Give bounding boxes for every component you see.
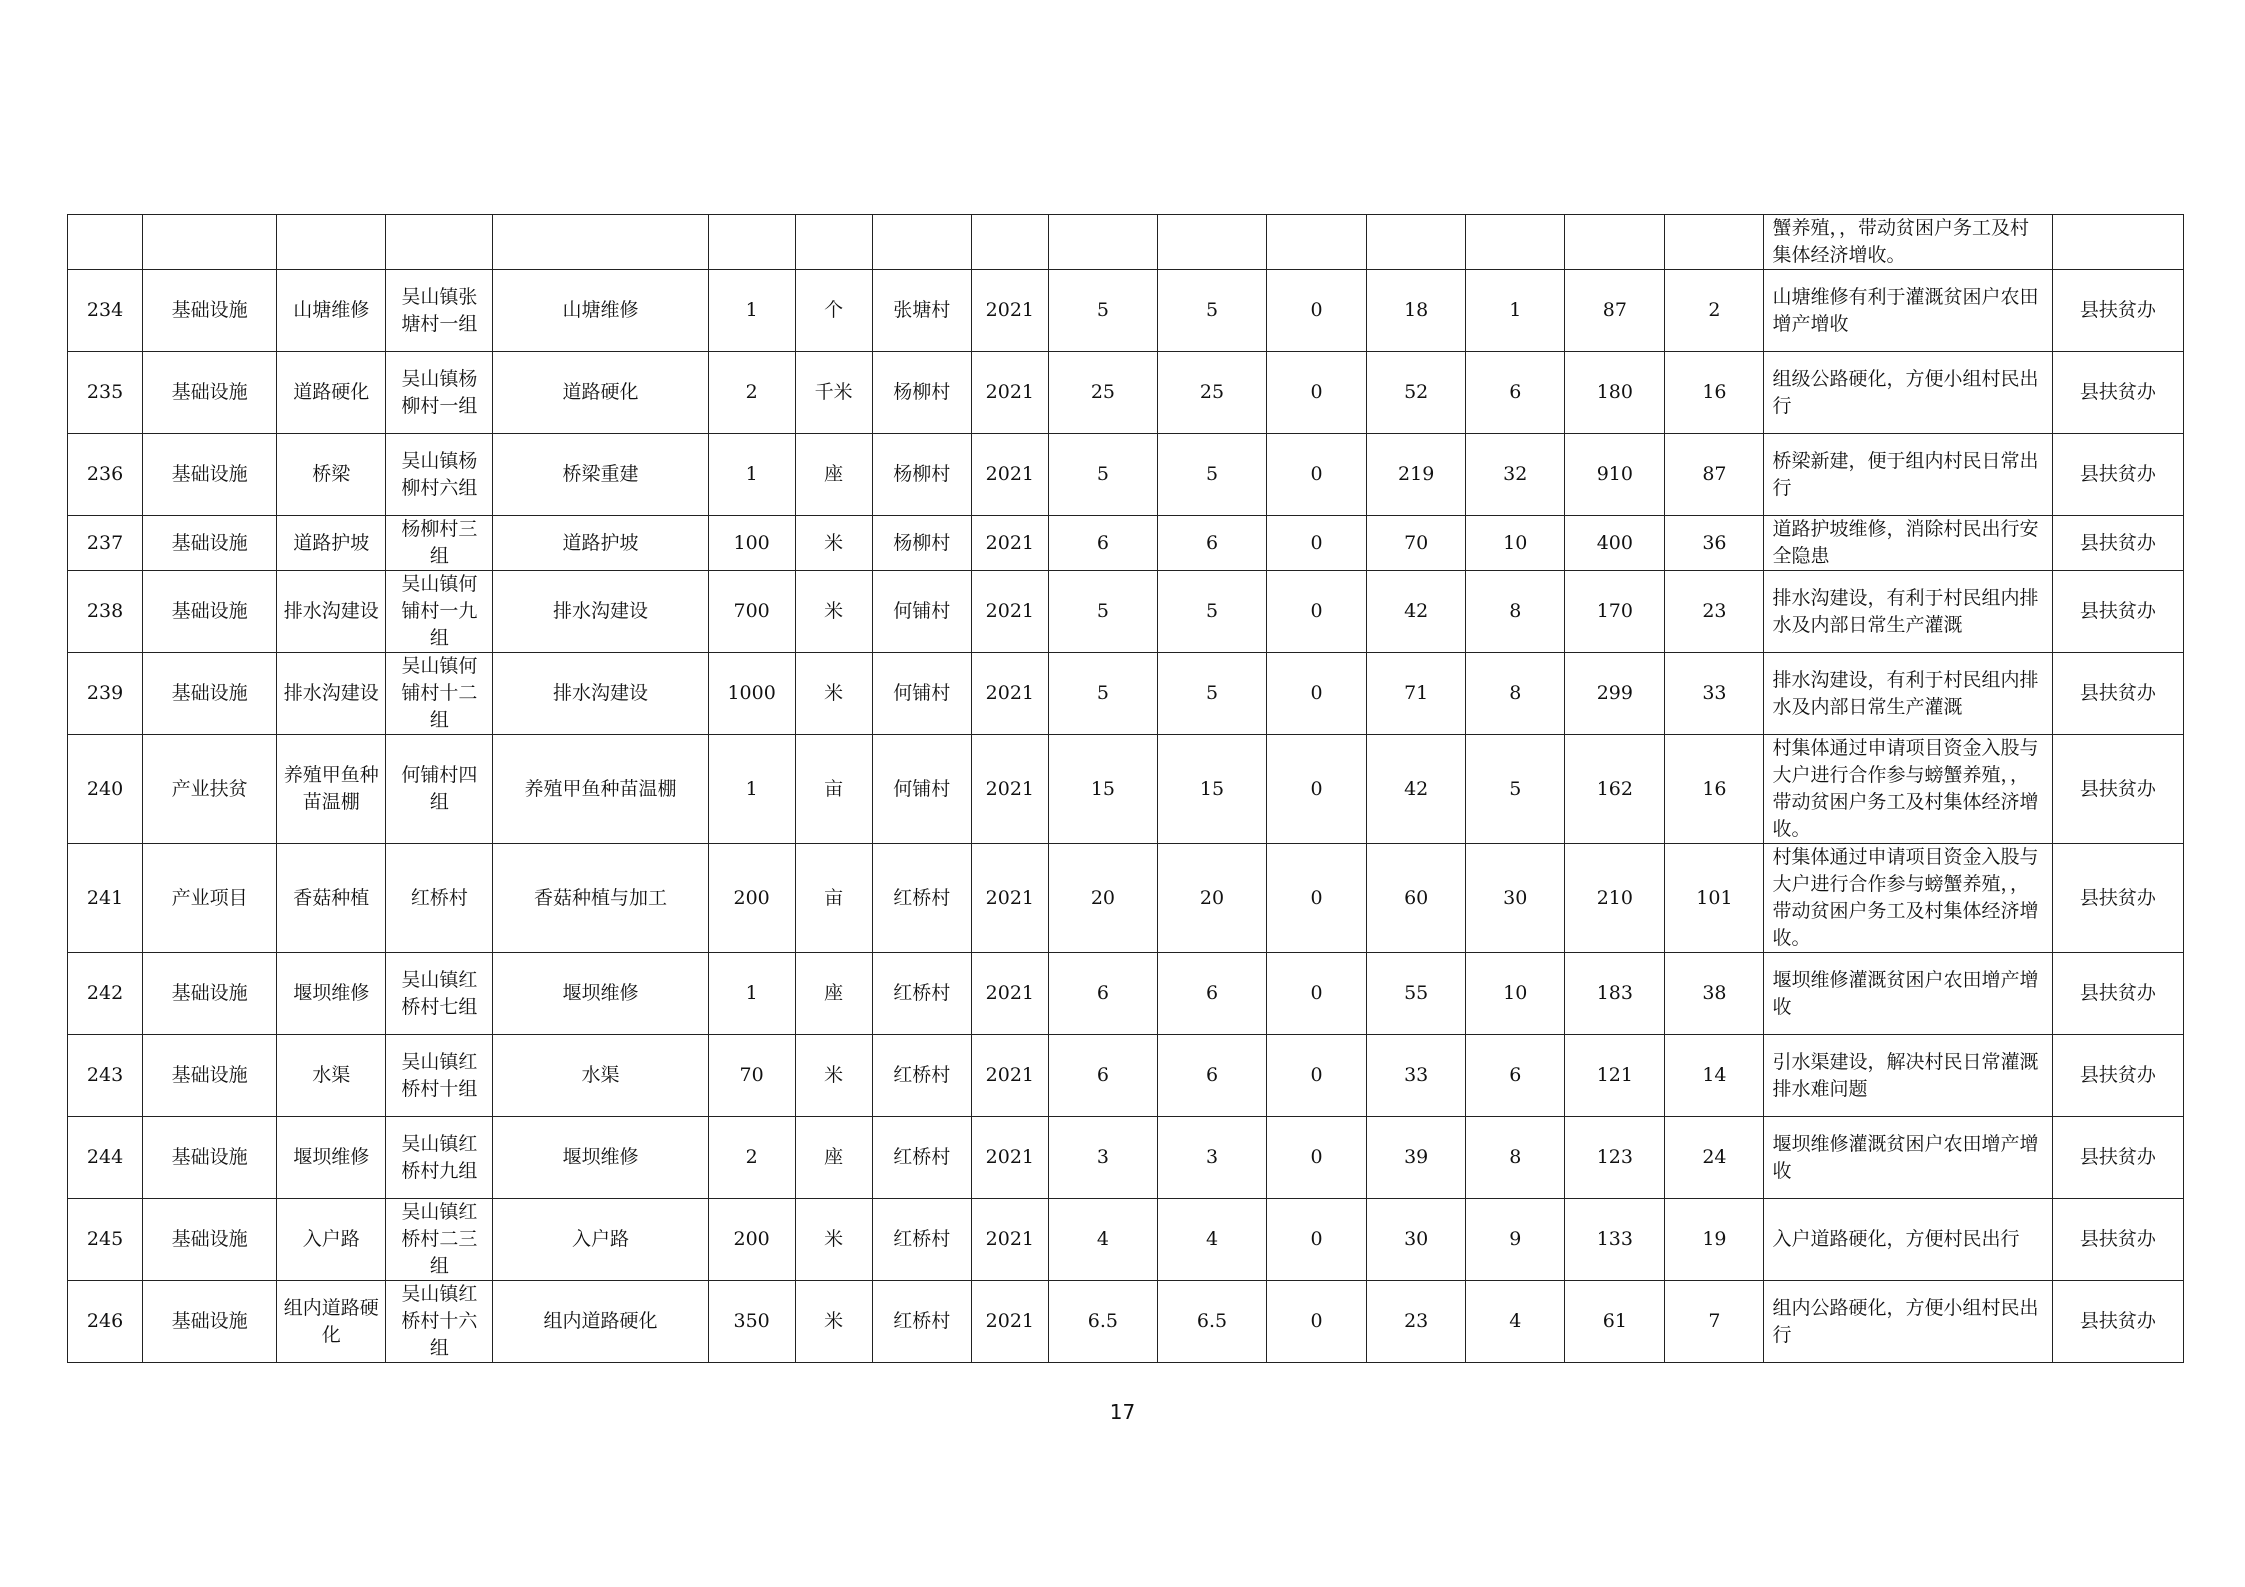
construction-content-cell: 桥梁重建 — [493, 434, 708, 516]
row-number-cell: 246 — [68, 1281, 143, 1363]
other-funds-cell: 0 — [1267, 270, 1367, 352]
fiscal-funds-cell — [1157, 215, 1266, 270]
row-number-cell — [68, 215, 143, 270]
year-cell: 2021 — [971, 1117, 1048, 1199]
responsible-department-cell — [2052, 215, 2183, 270]
other-funds-cell: 0 — [1267, 1117, 1367, 1199]
other-funds-cell: 0 — [1267, 516, 1367, 571]
beneficiary-households-cell: 219 — [1367, 434, 1466, 516]
total-investment-cell: 6 — [1048, 516, 1157, 571]
other-funds-cell: 0 — [1267, 1199, 1367, 1281]
responsible-department-cell: 县扶贫办 — [2052, 1117, 2183, 1199]
poor-people-cell: 38 — [1665, 953, 1764, 1035]
fiscal-funds-cell: 6 — [1157, 516, 1266, 571]
responsible-department-cell: 县扶贫办 — [2052, 1281, 2183, 1363]
benefit-description-cell: 村集体通过申请项目资金入股与大户进行合作参与螃蟹养殖，，带动贫困户务工及村集体经济增收。 — [1764, 844, 2052, 953]
responsible-department-cell: 县扶贫办 — [2052, 653, 2183, 735]
benefit-description-cell: 桥梁新建，便于组内村民日常出行 — [1764, 434, 2052, 516]
poor-households-cell: 30 — [1466, 844, 1565, 953]
poor-people-cell: 36 — [1665, 516, 1764, 571]
poor-households-cell: 6 — [1466, 1035, 1565, 1117]
year-cell: 2021 — [971, 571, 1048, 653]
total-investment-cell: 5 — [1048, 571, 1157, 653]
benefit-description-cell: 蟹养殖，，带动贫困户务工及村集体经济增收。 — [1764, 215, 2052, 270]
beneficiary-households-cell: 39 — [1367, 1117, 1466, 1199]
category-cell: 基础设施 — [143, 1117, 277, 1199]
village-cell: 红桥村 — [872, 953, 971, 1035]
row-number-cell: 244 — [68, 1117, 143, 1199]
poor-households-cell: 4 — [1466, 1281, 1565, 1363]
poor-households-cell: 32 — [1466, 434, 1565, 516]
total-investment-cell: 20 — [1048, 844, 1157, 953]
other-funds-cell: 0 — [1267, 953, 1367, 1035]
fiscal-funds-cell: 5 — [1157, 270, 1266, 352]
poor-households-cell: 9 — [1466, 1199, 1565, 1281]
construction-content-cell: 养殖甲鱼种苗温棚 — [493, 735, 708, 844]
project-type-cell: 养殖甲鱼种苗温棚 — [277, 735, 386, 844]
table-row — [68, 434, 2184, 516]
year-cell: 2021 — [971, 1035, 1048, 1117]
poor-households-cell: 10 — [1466, 953, 1565, 1035]
year-cell: 2021 — [971, 953, 1048, 1035]
benefit-description-cell: 村集体通过申请项目资金入股与大户进行合作参与螃蟹养殖，，带动贫困户务工及村集体经济增收。 — [1764, 735, 2052, 844]
responsible-department-cell: 县扶贫办 — [2052, 735, 2183, 844]
total-investment-cell: 6 — [1048, 953, 1157, 1035]
benefit-description-cell: 堰坝维修灌溉贫困户农田增产增收 — [1764, 1117, 2052, 1199]
scale-cell: 200 — [708, 1199, 795, 1281]
row-number-cell: 235 — [68, 352, 143, 434]
village-cell: 何铺村 — [872, 571, 971, 653]
fiscal-funds-cell: 6 — [1157, 953, 1266, 1035]
scale-cell — [708, 215, 795, 270]
village-cell: 杨柳村 — [872, 352, 971, 434]
scale-cell: 1 — [708, 434, 795, 516]
year-cell: 2021 — [971, 844, 1048, 953]
project-type-cell: 水渠 — [277, 1035, 386, 1117]
page-number: 17 — [1109, 1400, 1136, 1424]
construction-content-cell: 组内道路硬化 — [493, 1281, 708, 1363]
location-cell: 何铺村四组 — [386, 735, 493, 844]
unit-cell: 千米 — [795, 352, 872, 434]
village-cell: 张塘村 — [872, 270, 971, 352]
beneficiary-people-cell: 910 — [1565, 434, 1665, 516]
beneficiary-people-cell: 133 — [1565, 1199, 1665, 1281]
location-cell: 吴山镇何铺村一九组 — [386, 571, 493, 653]
village-cell: 杨柳村 — [872, 516, 971, 571]
category-cell: 基础设施 — [143, 653, 277, 735]
table-row — [68, 844, 2184, 953]
benefit-description-cell: 道路护坡维修，消除村民出行安全隐患 — [1764, 516, 2052, 571]
responsible-department-cell: 县扶贫办 — [2052, 953, 2183, 1035]
category-cell: 产业项目 — [143, 844, 277, 953]
unit-cell: 座 — [795, 434, 872, 516]
category-cell: 基础设施 — [143, 1035, 277, 1117]
table-row — [68, 571, 2184, 653]
table-row — [68, 516, 2184, 571]
table-row — [68, 953, 2184, 1035]
project-type-cell: 堰坝维修 — [277, 953, 386, 1035]
poor-people-cell: 101 — [1665, 844, 1764, 953]
fiscal-funds-cell: 3 — [1157, 1117, 1266, 1199]
beneficiary-people-cell: 61 — [1565, 1281, 1665, 1363]
scale-cell: 2 — [708, 1117, 795, 1199]
beneficiary-people-cell: 180 — [1565, 352, 1665, 434]
poor-households-cell: 1 — [1466, 270, 1565, 352]
poor-people-cell: 14 — [1665, 1035, 1764, 1117]
beneficiary-households-cell: 71 — [1367, 653, 1466, 735]
scale-cell: 200 — [708, 844, 795, 953]
row-number-cell: 245 — [68, 1199, 143, 1281]
beneficiary-households-cell: 33 — [1367, 1035, 1466, 1117]
category-cell: 基础设施 — [143, 1281, 277, 1363]
unit-cell: 个 — [795, 270, 872, 352]
village-cell: 红桥村 — [872, 1199, 971, 1281]
total-investment-cell — [1048, 215, 1157, 270]
table-row — [68, 352, 2184, 434]
benefit-description-cell: 组级公路硬化，方便小组村民出行 — [1764, 352, 2052, 434]
responsible-department-cell: 县扶贫办 — [2052, 270, 2183, 352]
beneficiary-people-cell: 400 — [1565, 516, 1665, 571]
unit-cell: 米 — [795, 571, 872, 653]
poor-people-cell: 16 — [1665, 735, 1764, 844]
responsible-department-cell: 县扶贫办 — [2052, 516, 2183, 571]
unit-cell: 米 — [795, 516, 872, 571]
beneficiary-people-cell — [1565, 215, 1665, 270]
scale-cell: 1000 — [708, 653, 795, 735]
benefit-description-cell: 排水沟建设，有利于村民组内排水及内部日常生产灌溉 — [1764, 653, 2052, 735]
village-cell: 杨柳村 — [872, 434, 971, 516]
table-row — [68, 270, 2184, 352]
project-type-cell: 香菇种植 — [277, 844, 386, 953]
scale-cell: 1 — [708, 953, 795, 1035]
table-row — [68, 735, 2184, 844]
fiscal-funds-cell: 15 — [1157, 735, 1266, 844]
location-cell: 吴山镇红桥村十组 — [386, 1035, 493, 1117]
benefit-description-cell: 山塘维修有利于灌溉贫困户农田增产增收 — [1764, 270, 2052, 352]
beneficiary-households-cell: 30 — [1367, 1199, 1466, 1281]
table-body — [68, 215, 2184, 1363]
benefit-description-cell: 堰坝维修灌溉贫困户农田增产增收 — [1764, 953, 2052, 1035]
table-row — [68, 1281, 2184, 1363]
project-type-cell: 排水沟建设 — [277, 571, 386, 653]
row-number-cell: 238 — [68, 571, 143, 653]
fiscal-funds-cell: 20 — [1157, 844, 1266, 953]
location-cell: 吴山镇杨柳村一组 — [386, 352, 493, 434]
poor-households-cell: 8 — [1466, 1117, 1565, 1199]
scale-cell: 1 — [708, 735, 795, 844]
location-cell — [386, 215, 493, 270]
location-cell: 吴山镇红桥村九组 — [386, 1117, 493, 1199]
construction-content-cell: 排水沟建设 — [493, 653, 708, 735]
total-investment-cell: 25 — [1048, 352, 1157, 434]
poor-people-cell: 33 — [1665, 653, 1764, 735]
village-cell: 红桥村 — [872, 844, 971, 953]
location-cell: 吴山镇何铺村十二组 — [386, 653, 493, 735]
table-row — [68, 1117, 2184, 1199]
other-funds-cell: 0 — [1267, 1035, 1367, 1117]
beneficiary-people-cell: 87 — [1565, 270, 1665, 352]
row-number-cell: 234 — [68, 270, 143, 352]
poor-households-cell: 8 — [1466, 571, 1565, 653]
poor-households-cell: 6 — [1466, 352, 1565, 434]
fiscal-funds-cell: 25 — [1157, 352, 1266, 434]
construction-content-cell: 道路硬化 — [493, 352, 708, 434]
fiscal-funds-cell: 4 — [1157, 1199, 1266, 1281]
row-number-cell: 242 — [68, 953, 143, 1035]
unit-cell: 亩 — [795, 844, 872, 953]
location-cell: 吴山镇杨柳村六组 — [386, 434, 493, 516]
project-type-cell: 组内道路硬化 — [277, 1281, 386, 1363]
village-cell: 红桥村 — [872, 1117, 971, 1199]
project-type-cell: 排水沟建设 — [277, 653, 386, 735]
other-funds-cell: 0 — [1267, 653, 1367, 735]
location-cell: 吴山镇红桥村十六组 — [386, 1281, 493, 1363]
other-funds-cell: 0 — [1267, 352, 1367, 434]
beneficiary-people-cell: 121 — [1565, 1035, 1665, 1117]
construction-content-cell: 堰坝维修 — [493, 953, 708, 1035]
unit-cell: 米 — [795, 653, 872, 735]
fiscal-funds-cell: 6 — [1157, 1035, 1266, 1117]
other-funds-cell: 0 — [1267, 434, 1367, 516]
construction-content-cell: 排水沟建设 — [493, 571, 708, 653]
beneficiary-households-cell: 52 — [1367, 352, 1466, 434]
total-investment-cell: 5 — [1048, 653, 1157, 735]
responsible-department-cell: 县扶贫办 — [2052, 1035, 2183, 1117]
table-row — [68, 653, 2184, 735]
table-row — [68, 1199, 2184, 1281]
beneficiary-people-cell: 210 — [1565, 844, 1665, 953]
other-funds-cell: 0 — [1267, 1281, 1367, 1363]
row-number-cell: 243 — [68, 1035, 143, 1117]
village-cell: 红桥村 — [872, 1281, 971, 1363]
row-number-cell: 239 — [68, 653, 143, 735]
scale-cell: 100 — [708, 516, 795, 571]
year-cell: 2021 — [971, 516, 1048, 571]
poor-people-cell: 7 — [1665, 1281, 1764, 1363]
unit-cell: 米 — [795, 1281, 872, 1363]
other-funds-cell: 0 — [1267, 735, 1367, 844]
scale-cell: 2 — [708, 352, 795, 434]
row-number-cell: 240 — [68, 735, 143, 844]
year-cell: 2021 — [971, 735, 1048, 844]
scale-cell: 1 — [708, 270, 795, 352]
table-row — [68, 1035, 2184, 1117]
beneficiary-people-cell: 299 — [1565, 653, 1665, 735]
total-investment-cell: 5 — [1048, 434, 1157, 516]
project-type-cell — [277, 215, 386, 270]
responsible-department-cell: 县扶贫办 — [2052, 434, 2183, 516]
beneficiary-people-cell: 123 — [1565, 1117, 1665, 1199]
location-cell: 吴山镇张塘村一组 — [386, 270, 493, 352]
year-cell: 2021 — [971, 270, 1048, 352]
beneficiary-households-cell: 60 — [1367, 844, 1466, 953]
unit-cell — [795, 215, 872, 270]
benefit-description-cell: 引水渠建设，解决村民日常灌溉排水难问题 — [1764, 1035, 2052, 1117]
poor-people-cell: 2 — [1665, 270, 1764, 352]
village-cell: 何铺村 — [872, 653, 971, 735]
fiscal-funds-cell: 6.5 — [1157, 1281, 1266, 1363]
year-cell: 2021 — [971, 653, 1048, 735]
location-cell: 红桥村 — [386, 844, 493, 953]
beneficiary-households-cell: 23 — [1367, 1281, 1466, 1363]
category-cell: 基础设施 — [143, 352, 277, 434]
responsible-department-cell: 县扶贫办 — [2052, 352, 2183, 434]
beneficiary-households-cell: 55 — [1367, 953, 1466, 1035]
responsible-department-cell: 县扶贫办 — [2052, 1199, 2183, 1281]
poor-people-cell: 24 — [1665, 1117, 1764, 1199]
total-investment-cell: 6 — [1048, 1035, 1157, 1117]
construction-content-cell: 水渠 — [493, 1035, 708, 1117]
beneficiary-households-cell: 42 — [1367, 735, 1466, 844]
row-number-cell: 237 — [68, 516, 143, 571]
scale-cell: 70 — [708, 1035, 795, 1117]
project-type-cell: 道路硬化 — [277, 352, 386, 434]
village-cell: 何铺村 — [872, 735, 971, 844]
beneficiary-households-cell — [1367, 215, 1466, 270]
scale-cell: 700 — [708, 571, 795, 653]
poor-households-cell: 5 — [1466, 735, 1565, 844]
category-cell: 基础设施 — [143, 953, 277, 1035]
year-cell: 2021 — [971, 1281, 1048, 1363]
scale-cell: 350 — [708, 1281, 795, 1363]
poor-people-cell: 19 — [1665, 1199, 1764, 1281]
category-cell: 产业扶贫 — [143, 735, 277, 844]
location-cell: 吴山镇红桥村二三组 — [386, 1199, 493, 1281]
beneficiary-households-cell: 70 — [1367, 516, 1466, 571]
construction-content-cell: 香菇种植与加工 — [493, 844, 708, 953]
fiscal-funds-cell: 5 — [1157, 571, 1266, 653]
beneficiary-people-cell: 162 — [1565, 735, 1665, 844]
other-funds-cell: 0 — [1267, 844, 1367, 953]
unit-cell: 座 — [795, 1117, 872, 1199]
location-cell: 杨柳村三组 — [386, 516, 493, 571]
responsible-department-cell: 县扶贫办 — [2052, 571, 2183, 653]
poor-people-cell — [1665, 215, 1764, 270]
poor-people-cell: 87 — [1665, 434, 1764, 516]
beneficiary-households-cell: 42 — [1367, 571, 1466, 653]
construction-content-cell — [493, 215, 708, 270]
construction-content-cell: 入户路 — [493, 1199, 708, 1281]
project-type-cell: 山塘维修 — [277, 270, 386, 352]
project-type-cell: 入户路 — [277, 1199, 386, 1281]
poor-households-cell — [1466, 215, 1565, 270]
row-number-cell: 241 — [68, 844, 143, 953]
category-cell: 基础设施 — [143, 270, 277, 352]
benefit-description-cell: 组内公路硬化，方便小组村民出行 — [1764, 1281, 2052, 1363]
category-cell — [143, 215, 277, 270]
other-funds-cell — [1267, 215, 1367, 270]
category-cell: 基础设施 — [143, 434, 277, 516]
total-investment-cell: 4 — [1048, 1199, 1157, 1281]
year-cell: 2021 — [971, 352, 1048, 434]
location-cell: 吴山镇红桥村七组 — [386, 953, 493, 1035]
fiscal-funds-cell: 5 — [1157, 653, 1266, 735]
poor-households-cell: 10 — [1466, 516, 1565, 571]
construction-content-cell: 堰坝维修 — [493, 1117, 708, 1199]
village-cell — [872, 215, 971, 270]
year-cell — [971, 215, 1048, 270]
benefit-description-cell: 排水沟建设，有利于村民组内排水及内部日常生产灌溉 — [1764, 571, 2052, 653]
poor-households-cell: 8 — [1466, 653, 1565, 735]
project-type-cell: 桥梁 — [277, 434, 386, 516]
village-cell: 红桥村 — [872, 1035, 971, 1117]
benefit-description-cell: 入户道路硬化，方便村民出行 — [1764, 1199, 2052, 1281]
category-cell: 基础设施 — [143, 571, 277, 653]
row-number-cell: 236 — [68, 434, 143, 516]
total-investment-cell: 3 — [1048, 1117, 1157, 1199]
beneficiary-people-cell: 183 — [1565, 953, 1665, 1035]
unit-cell: 亩 — [795, 735, 872, 844]
project-table — [67, 214, 2184, 1363]
total-investment-cell: 15 — [1048, 735, 1157, 844]
unit-cell: 米 — [795, 1035, 872, 1117]
other-funds-cell: 0 — [1267, 571, 1367, 653]
category-cell: 基础设施 — [143, 1199, 277, 1281]
beneficiary-households-cell: 18 — [1367, 270, 1466, 352]
year-cell: 2021 — [971, 434, 1048, 516]
poor-people-cell: 23 — [1665, 571, 1764, 653]
table-row — [68, 215, 2184, 270]
total-investment-cell: 5 — [1048, 270, 1157, 352]
beneficiary-people-cell: 170 — [1565, 571, 1665, 653]
poor-people-cell: 16 — [1665, 352, 1764, 434]
unit-cell: 座 — [795, 953, 872, 1035]
construction-content-cell: 山塘维修 — [493, 270, 708, 352]
fiscal-funds-cell: 5 — [1157, 434, 1266, 516]
unit-cell: 米 — [795, 1199, 872, 1281]
year-cell: 2021 — [971, 1199, 1048, 1281]
category-cell: 基础设施 — [143, 516, 277, 571]
total-investment-cell: 6.5 — [1048, 1281, 1157, 1363]
responsible-department-cell: 县扶贫办 — [2052, 844, 2183, 953]
project-type-cell: 堰坝维修 — [277, 1117, 386, 1199]
project-type-cell: 道路护坡 — [277, 516, 386, 571]
construction-content-cell: 道路护坡 — [493, 516, 708, 571]
